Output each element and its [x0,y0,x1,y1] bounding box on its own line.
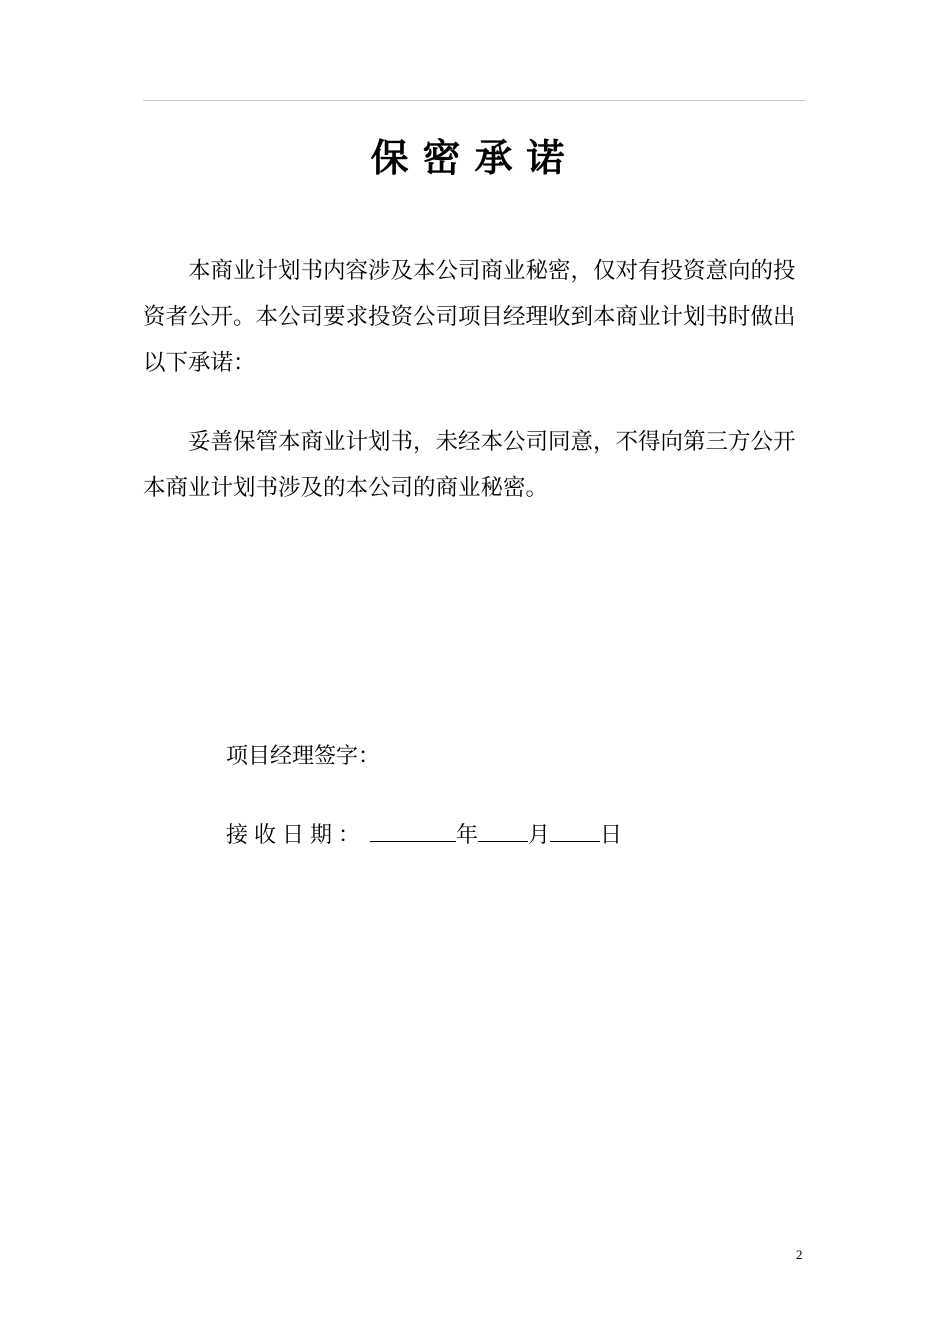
day-unit: 日 [600,823,623,848]
month-unit: 月 [528,823,551,848]
day-blank [550,815,600,842]
page-number: 2 [796,1247,803,1262]
year-unit: 年 [456,823,479,848]
paragraph-commitment: 妥善保管本商业计划书，未经本公司同意，不得向第三方公开本商业计划书涉及的本公司的商业秘密。 [143,429,796,501]
manager-signature-label: 项目经理签字： [226,744,381,769]
manager-signature-line [226,740,380,774]
receipt-date-label: 接收日期： [226,823,367,848]
year-blank [370,815,456,842]
paragraph-confidentiality-intro: 本商业计划书内容涉及本公司商业秘密，仅对有投资意向的投资者公开。本公司要求投资公司项目经理收到本商业计划书时做出以下承诺： [143,258,796,376]
header-rule [143,100,806,101]
receipt-date-line [226,815,622,853]
month-blank [478,815,528,842]
page-title: 保密承诺 [370,136,579,180]
